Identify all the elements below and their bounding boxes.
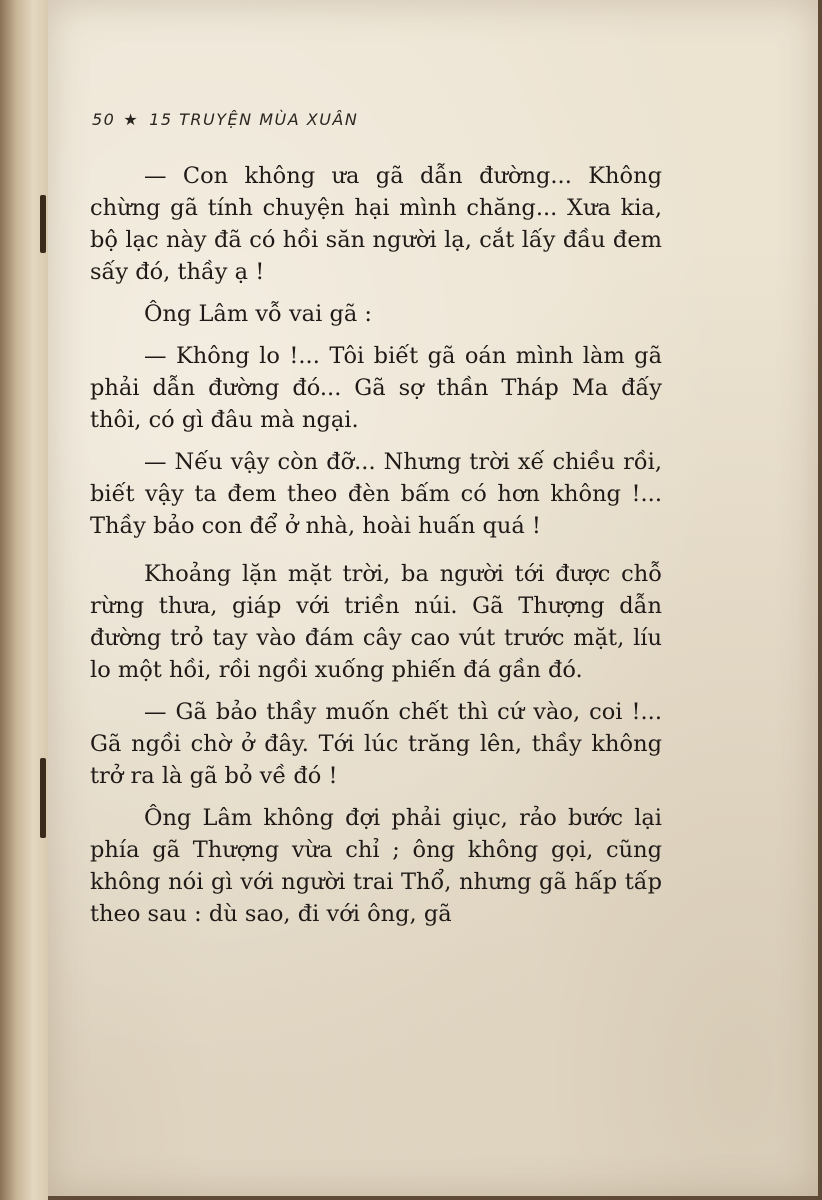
book-title: 15 TRUYỆN MÙA XUÂN (149, 110, 359, 129)
book-spine (0, 0, 48, 1200)
page-number: 50 (92, 110, 116, 129)
binding-mark (40, 758, 46, 838)
paragraph: — Nếu vậy còn đỡ... Nhưng trời xế chiều rồi, biết vậy ta đem theo đèn bấm có hơn không !... Thầy bảo con để ở nhà, hoài huấn quá ! (90, 449, 662, 539)
binding-mark (40, 195, 46, 253)
paragraph: Ông Lâm vỗ vai gã : (144, 301, 372, 327)
star-icon: ★ (123, 110, 140, 129)
paragraph: Khoảng lặn mặt trời, ba người tới được chỗ rừng thưa, giáp với triền núi. Gã Thượng dẫn đường trỏ tay vào đám cây cao vút trước mặt, líu lo một hồi, rồi ngồi xuống phiến đá gần đó. (90, 561, 662, 683)
body-text (90, 160, 662, 940)
running-header (92, 110, 358, 134)
paragraph: — Con không ưa gã dẫn đường... Không chừng gã tính chuyện hại mình chăng... Xưa kia, bộ lạc này đã có hồi săn người lạ, cắt lấy đầu đem sấy đó, thầy ạ ! (90, 163, 662, 285)
paragraph: Ông Lâm không đợi phải giục, rảo bước lại phía gã Thượng vừa chỉ ; ông không gọi, cũng không nói gì với người trai Thổ, nhưng gã hấp tấp theo sau : dù sao, đi với ông, gã (90, 805, 662, 927)
paragraph: — Không lo !... Tôi biết gã oán mình làm gã phải dẫn đường đó... Gã sợ thần Tháp Ma đấy thôi, có gì đâu mà ngại. (90, 343, 662, 433)
paragraph: — Gã bảo thầy muốn chết thì cứ vào, coi !... Gã ngồi chờ ở đây. Tới lúc trăng lên, thầy không trở ra là gã bỏ về đó ! (90, 699, 662, 789)
